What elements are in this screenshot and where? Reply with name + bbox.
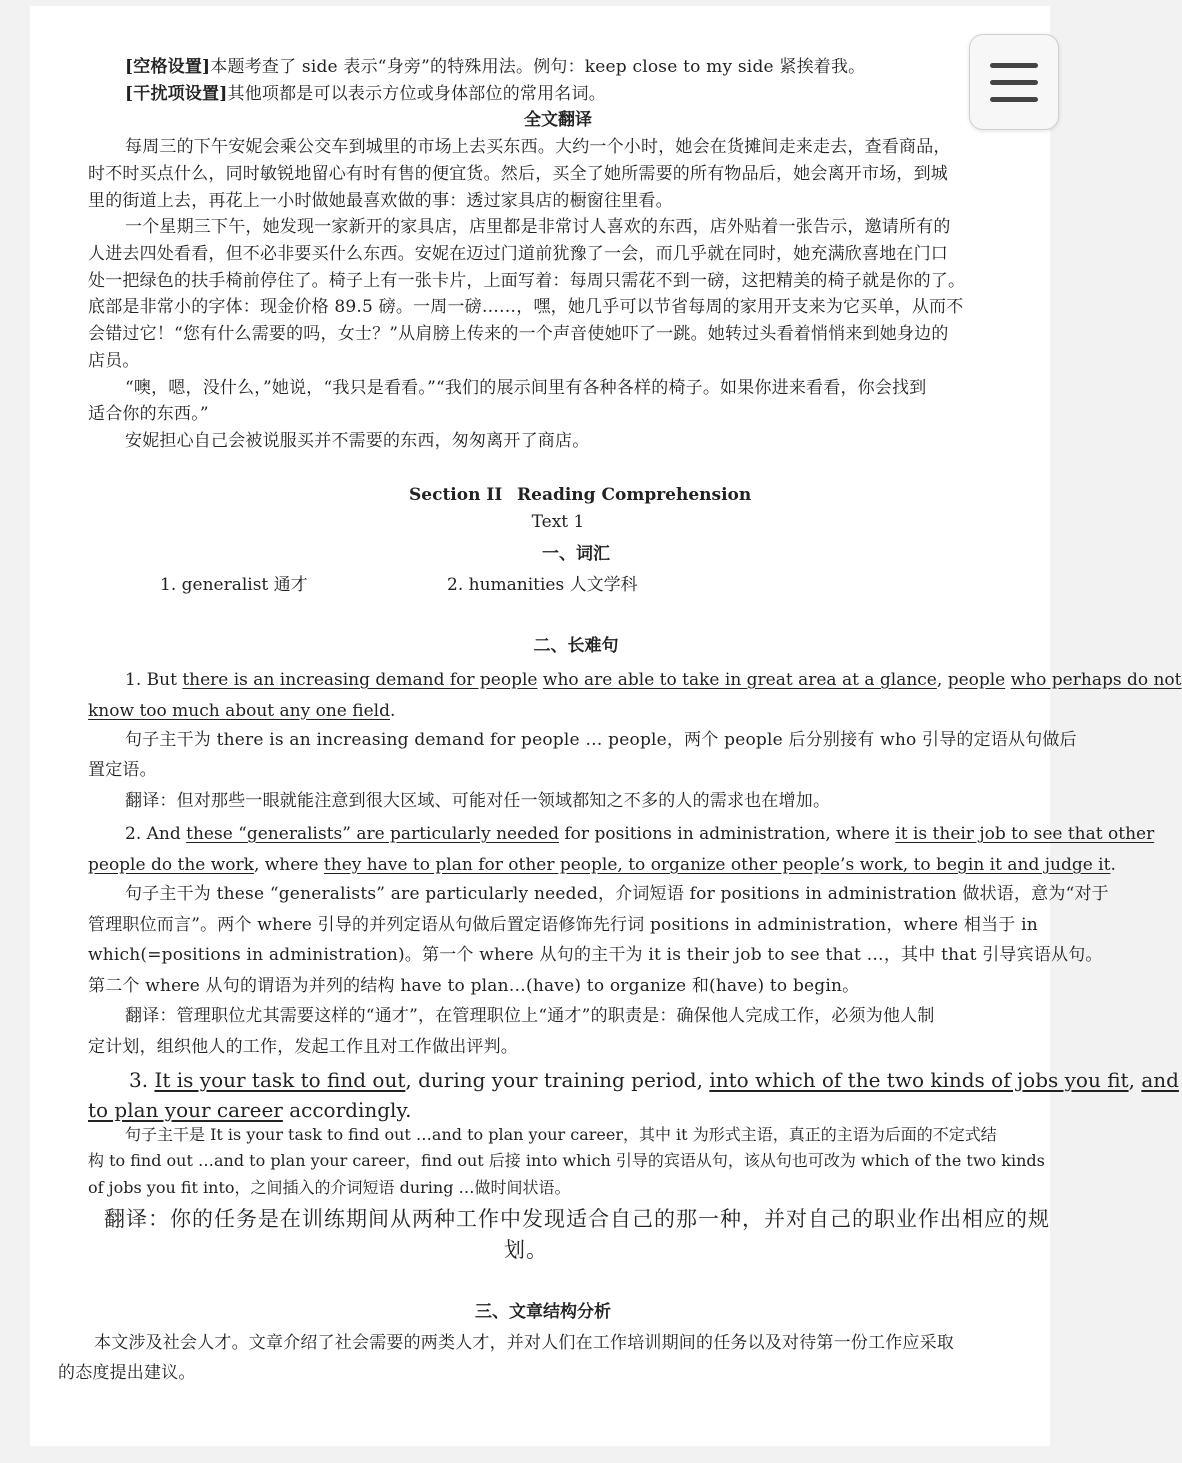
sentence-3-translation: 翻译：你的任务是在训练期间从两种工作中发现适合自己的那一种，并对自己的职业作出相应的规	[104, 1207, 1050, 1231]
underlined-phrase: who are able to take in great area at a glance	[542, 670, 937, 690]
translation-line: 里的街道上去，再花上一小时做她最喜欢做的事：透过家具店的橱窗往里看。	[88, 191, 673, 211]
vocab-heading: 一、词汇	[542, 544, 610, 564]
sentence-2-translation: 定计划，组织他人的工作，发起工作且对工作做出评判。	[88, 1037, 518, 1057]
blank-setting-text: 本题考查了 side 表示“身旁”的特殊用法。例句：keep close to my side 紧挨着我。	[210, 57, 866, 77]
sentence-text: , during your training period,	[405, 1068, 710, 1092]
structure-text: 本文涉及社会人才。文章介绍了社会需要的两类人才，并对人们在工作培训期间的任务以及对待第一份工作应采取	[94, 1333, 954, 1353]
translation-line: 安妮担心自己会被说服买并不需要的东西，匆匆离开了商店。	[125, 431, 590, 451]
sentence-text: , where	[253, 855, 324, 875]
underlined-phrase: there is an increasing demand for people	[182, 670, 538, 690]
section-title: Reading Comprehension	[517, 485, 752, 505]
sentence-text: 3.	[129, 1068, 155, 1092]
sentence-2-analysis: 第二个 where 从句的谓语为并列的结构 have to plan…(have) to organize 和(have) to begin。	[88, 976, 860, 996]
sentence-1-analysis: 句子主干为 there is an increasing demand for people … people，两个 people 后分别接有 who 引导的定语从句做后	[125, 730, 1077, 750]
vocab-item: 2. humanities 人文学科	[447, 575, 638, 595]
translation-line: 每周三的下午安妮会乘公交车到城里的市场上去买东西。大约一个小时，她会在货摊间走来走去，查看商品，	[125, 137, 951, 157]
menu-button[interactable]	[969, 34, 1059, 130]
sentence-text: ,	[936, 670, 948, 690]
vocab-item: 1. generalist 通才	[160, 575, 308, 595]
translation-line: 适合你的东西。”	[88, 404, 209, 424]
blank-setting-line	[125, 56, 865, 78]
distractor-label: [干扰项设置]	[125, 84, 228, 104]
sentence-text: accordingly.	[282, 1098, 412, 1122]
translation-line: 时不时买点什么，同时敏锐地留心有时有售的便宜货。然后，买全了她所需要的所有物品后，她会离开市场，到城	[88, 164, 948, 184]
underlined-phrase: people	[947, 670, 1006, 690]
blank-setting-label: [空格设置]	[125, 57, 211, 77]
sentence-2-analysis: 管理职位而言”。两个 where 引导的并列定语从句做后置定语修饰先行词 positions in administration，where 相当于 in	[88, 915, 1038, 935]
sentence-2-analysis: which(=positions in administration)。第一个 where 从句的主干为 it is their job to see that …，其中 that 引导宾语从句。	[88, 945, 1103, 965]
sentence-1-line-2	[88, 700, 395, 722]
translation-line: 处一把绿色的扶手椅前停住了。椅子上有一张卡片，上面写着：每周只需花不到一磅，这把精美的椅子就是你的了。	[88, 271, 966, 291]
sentence-text: 2. And	[125, 824, 187, 844]
sentence-2-translation: 翻译：管理职位尤其需要这样的“通才”，在管理职位上“通才”的职责是：确保他人完成工作，必须为他人制	[125, 1006, 935, 1026]
structure-heading: 三、文章结构分析	[475, 1302, 611, 1322]
hamburger-menu-icon	[990, 63, 1038, 68]
underlined-phrase: to plan your career	[88, 1098, 283, 1122]
sentences-heading: 二、长难句	[533, 636, 619, 656]
hamburger-menu-icon	[990, 80, 1038, 85]
translation-line: 会错过它！“您有什么需要的吗，女士？”从肩膀上传来的一个声音使她吓了一跳。她转过头看着悄悄来到她身边的	[88, 324, 949, 344]
translation-line: “噢，嗯，没什么，”她说，“我只是看看。”“我们的展示间里有各种各样的椅子。如果你进来看看，你会找到	[125, 378, 927, 398]
underlined-phrase: into which of the two kinds of jobs you fit	[709, 1068, 1129, 1092]
underlined-phrase: people do the work	[88, 855, 254, 875]
sentence-3-line-2	[88, 1097, 411, 1123]
underlined-phrase: It is your task to find out	[154, 1068, 406, 1092]
sentence-text: 1. But	[125, 670, 183, 690]
sentence-2-line-1	[125, 823, 1154, 845]
sentence-2-line-2	[88, 854, 1116, 876]
sentence-3-line-1	[129, 1067, 1179, 1093]
distractor-text: 其他项都是可以表示方位或身体部位的常用名词。	[227, 84, 606, 104]
sentence-2-analysis: 句子主干为 these “generalists” are particularly needed，介词短语 for positions in administration 做状语，意为“对于	[125, 884, 1109, 904]
hamburger-menu-icon	[990, 97, 1038, 102]
sentence-1-translation: 翻译：但对那些一眼就能注意到很大区域、可能对任一领域都知之不多的人的需求也在增加。	[125, 791, 831, 811]
sentence-3-translation: 划。	[504, 1238, 548, 1262]
underlined-phrase: who perhaps do not	[1010, 670, 1182, 690]
text-number: Text 1	[531, 512, 585, 532]
sentence-text: ,	[1128, 1068, 1142, 1092]
underlined-phrase: they have to plan for other people, to organize other people’s work, to begin it and judge it	[323, 855, 1111, 875]
underlined-phrase: know too much about any one field	[88, 701, 390, 721]
translation-line: 底部是非常小的字体：现金价格 89.5 磅。一周一磅……，嘿，她几乎可以节省每周的家用开支来为它买单，从而不	[88, 297, 964, 317]
underlined-phrase: it is their job to see that other	[895, 824, 1155, 844]
underlined-phrase: these “generalists” are particularly needed	[186, 824, 559, 844]
sentence-text: for positions in administration, where	[558, 824, 896, 844]
sentence-3-analysis: of jobs you fit into，之间插入的介词短语 during …做时间状语。	[88, 1178, 571, 1197]
translation-line: 人进去四处看看，但不必非要买什么东西。安妮在迈过门道前犹豫了一会，而几乎就在同时，她充满欣喜地在门口	[88, 244, 948, 264]
translation-line: 店员。	[88, 351, 140, 371]
distractor-line	[125, 83, 606, 105]
sentence-text: .	[1110, 855, 1116, 875]
sentence-3-analysis: 句子主干是 It is your task to find out …and to plan your career，其中 it 为形式主语，真正的主语为后面的不定式结	[125, 1125, 997, 1144]
sentence-text: .	[389, 701, 396, 721]
translation-line: 一个星期三下午，她发现一家新开的家具店，店里都是非常讨人喜欢的东西，店外贴着一张告示，邀请所有的	[125, 217, 951, 237]
section-label: Section II	[409, 485, 503, 505]
sentence-3-analysis: 构 to find out …and to plan your career，find out 后接 into which 引导的宾语从句，该从句也可改为 which of the two kinds	[88, 1151, 1045, 1170]
sentence-1-line-1	[125, 669, 1182, 691]
structure-text: 的态度提出建议。	[58, 1363, 196, 1383]
translation-heading: 全文翻译	[524, 110, 592, 130]
underlined-phrase: and	[1141, 1068, 1179, 1092]
sentence-1-analysis: 置定语。	[88, 760, 157, 780]
